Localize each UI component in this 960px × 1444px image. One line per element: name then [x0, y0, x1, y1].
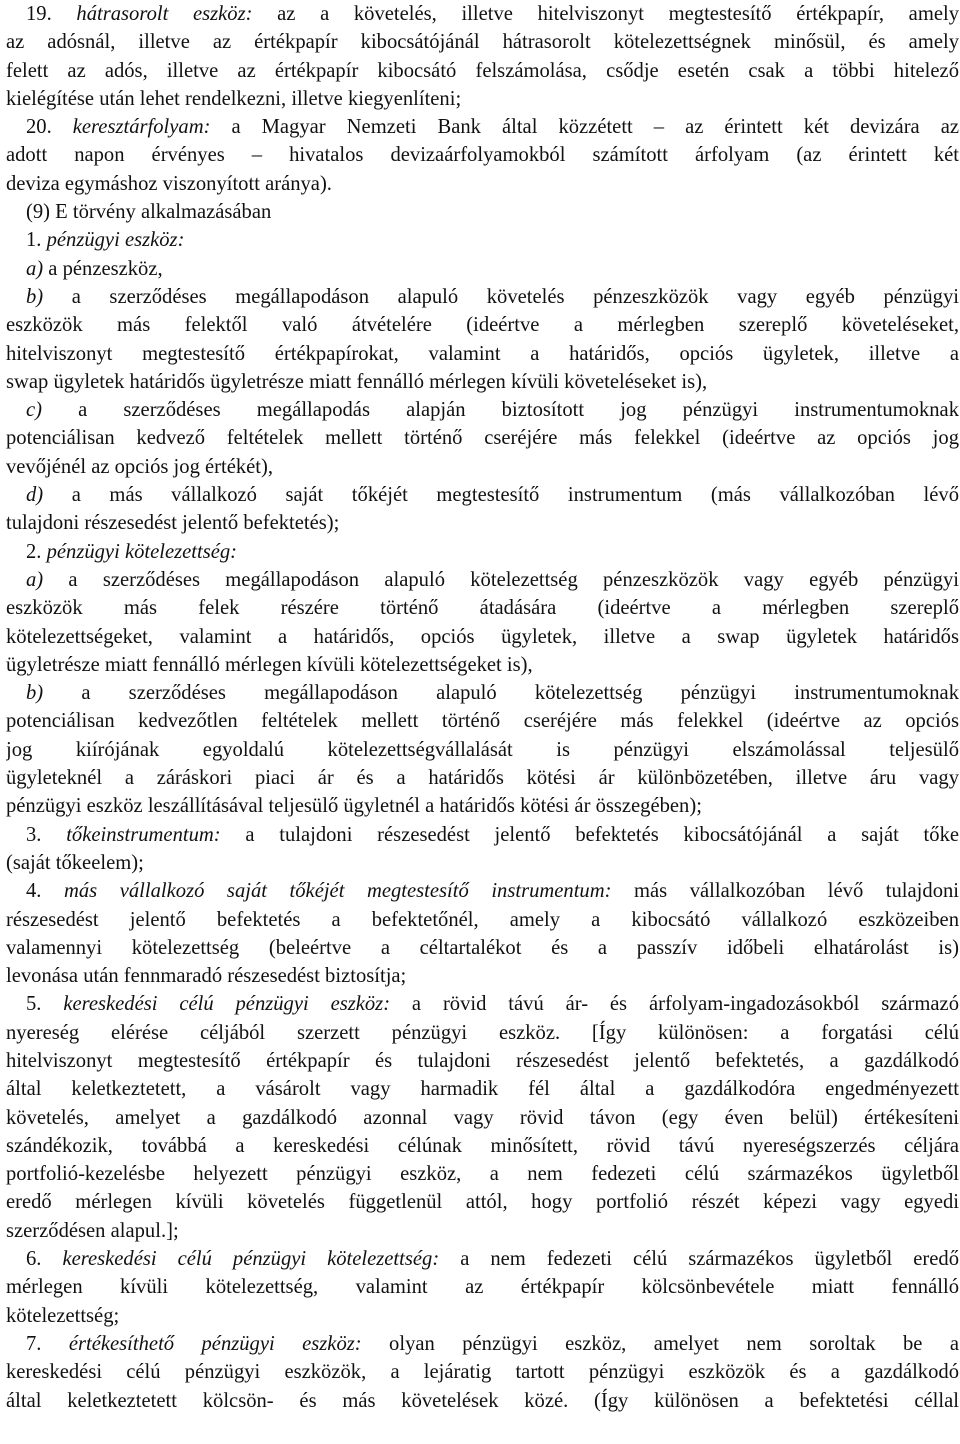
text-line: eszközök más felek részére történő átadására (ideértve a mérlegben szereplő — [6, 597, 959, 620]
text-line: kötelezettségeket, valamint a határidős, opciós ügyletek, illetve a swap ügyletek határidős — [6, 625, 959, 648]
text-line: kötelezettség; — [6, 1304, 120, 1327]
item-3 — [6, 821, 959, 878]
item-1c — [6, 396, 959, 481]
text-line: a) a szerződéses megállapodáson alapuló kötelezettség pénzeszközök vagy egyéb pénzügyi — [26, 568, 959, 591]
text-line: levonása után fennmaradó részesedést biztosítja; — [6, 965, 407, 988]
text-line: deviza egymáshoz viszonyított aránya). — [6, 172, 332, 195]
text-line: által keletkeztetett kölcsön- és más követelések közé. (Így különösen a befektetési céllal — [6, 1389, 959, 1412]
section-heading-9 — [6, 198, 959, 226]
text-line: vevőjénél az opciós jog értékét), — [6, 455, 274, 478]
text-line: 5. kereskedési célú pénzügyi eszköz: a rövid távú ár- és árfolyam-ingadozásokból származó — [26, 993, 959, 1016]
text-line: kereskedési célú pénzügyi eszközök, a lejáratig tartott pénzügyi eszközök és a gazdálkodó — [6, 1361, 959, 1384]
text-line: által keletkeztetett, a vásárolt vagy harmadik fél által a gazdálkodóra engedményezett — [6, 1078, 959, 1101]
text-line: jog kiírójának egyoldalú kötelezettségvállalását is pénzügyi elszámolással teljesülő — [6, 738, 959, 761]
item-4 — [6, 877, 959, 990]
text-line: potenciálisan kedvező feltételek mellett történő cseréjére más felekkel (ideértve az opciós jog — [6, 427, 959, 450]
text-line: ügyletrésze miatt fennálló mérlegen kívüli kötelezettségeket is), — [6, 653, 533, 676]
item-2b — [6, 679, 959, 820]
text-line: b) a szerződéses megállapodáson alapuló követelés pénzeszközök vagy egyéb pénzügyi — [26, 285, 959, 308]
text-line: 1. pénzügyi eszköz: — [26, 229, 185, 252]
item-1d — [6, 481, 959, 538]
text-line: valamennyi kötelezettség (beleértve a céltartalékot és a passzív időbeli elhatárolást is) — [6, 936, 959, 959]
para-20 — [6, 113, 959, 198]
text-line: szerződésen alapul.]; — [6, 1219, 179, 1242]
item-2a — [6, 566, 959, 679]
text-line: hitelviszonyt megtestesítő értékpapír és tulajdoni részesedést jelentő befektetés, a gazdálkodó — [6, 1049, 959, 1072]
text-line: potenciálisan kedvezőtlen feltételek mellett történő cseréjére más felekkel (ideértve az opciós — [6, 710, 959, 733]
text-line: kielégítése után lehet rendelkezni, illetve kiegyenlíteni; — [6, 87, 462, 110]
item-1a — [6, 255, 959, 283]
text-line: az adósnál, illetve az értékpapír kibocsátójánál hátrasorolt kötelezettségnek minősül, és amely — [6, 31, 959, 54]
item-1 — [6, 226, 959, 254]
text-line: 6. kereskedési célú pénzügyi kötelezettség: a nem fedezeti célú származékos ügyletből eredő — [26, 1248, 959, 1271]
item-7 — [6, 1330, 959, 1415]
text-line: 3. tőkeinstrumentum: a tulajdoni részesedést jelentő befektetés kibocsátójánál a saját tőke — [26, 823, 959, 846]
text-line: ügyleteknél a záráskori piaci ár és a határidős kötési ár különbözetében, illetve áru vagy — [6, 767, 959, 790]
text-line: mérlegen kívüli kötelezettség, valamint az értékpapír kölcsönbevétele miatt fennálló — [6, 1276, 959, 1299]
text-line: 2. pénzügyi kötelezettség: — [26, 540, 238, 563]
text-line: követelés, amelyet a gazdálkodó azonnal vagy rövid távon (egy éven belül) értékesíteni — [6, 1106, 959, 1129]
text-line: swap ügyletek határidős ügyletrésze miatt fennálló mérlegen kívüli követeléseket is), — [6, 370, 708, 393]
text-line: pénzügyi eszköz leszállításával teljesülő ügyletnél a határidős kötési ár összegében); — [6, 795, 702, 818]
text-line: 7. értékesíthető pénzügyi eszköz: olyan pénzügyi eszköz, amelyet nem soroltak be a — [26, 1332, 959, 1355]
item-1b — [6, 283, 959, 396]
para-19 — [6, 0, 959, 113]
text-line: nyereség elérése céljából szerzett pénzügyi eszköz. [Így különösen: a forgatási célú — [6, 1021, 959, 1044]
text-line: a) a pénzeszköz, — [26, 257, 163, 280]
text-line: d) a más vállalkozó saját tőkéjét megtestesítő instrumentum (más vállalkozóban lévő — [26, 484, 959, 507]
text-line: eszközök más felektől való átvételére (ideértve a mérlegben szereplő követeléseket, — [6, 314, 959, 337]
text-line: részesedést jelentő befektetés a befektetőnél, amely a kibocsátó vállalkozó eszközeiben — [6, 908, 959, 931]
item-5 — [6, 990, 959, 1245]
text-line: szándékozik, továbbá a kereskedési célúnak minősített, rövid távú nyereségszerzés céljára — [6, 1134, 959, 1157]
text-line: 4. más vállalkozó saját tőkéjét megtestesítő instrumentum: más vállalkozóban lévő tulajdoni — [26, 880, 959, 903]
text-line: 20. keresztárfolyam: a Magyar Nemzeti Bank által közzétett – az érintett két devizára az — [26, 116, 959, 139]
item-2 — [6, 538, 959, 566]
text-line: adott napon érvényes – hivatalos devizaárfolyamokból számított árfolyam (az érintett két — [6, 144, 959, 167]
text-line: (saját tőkeelem); — [6, 851, 144, 874]
text-line: tulajdoni részesedést jelentő befektetés); — [6, 512, 340, 535]
text-line: 19. hátrasorolt eszköz: az a követelés, illetve hitelviszonyt megtestesítő értékpapír, amely — [26, 3, 959, 25]
text-line: felett az adós, illetve az értékpapír kibocsátó felszámolása, csődje esetén csak a többi hitelező — [6, 59, 959, 82]
text-line: (9) E törvény alkalmazásában — [26, 201, 272, 224]
text-line: portfolió-kezelésbe helyezett pénzügyi eszköz, a nem fedezeti célú származékos ügyletből — [6, 1163, 959, 1186]
text-line: eredő mérlegen kívüli követelés függetlenül attól, hogy portfolió részét képezi vagy egyedi — [6, 1191, 959, 1214]
item-6 — [6, 1245, 959, 1330]
text-line: hitelviszonyt megtestesítő értékpapírokat, valamint a határidős, opciós ügyletek, illetve a — [6, 342, 959, 365]
text-line: c) a szerződéses megállapodás alapján biztosított jog pénzügyi instrumentumoknak — [26, 399, 959, 422]
text-line: b) a szerződéses megállapodáson alapuló kötelezettség pénzügyi instrumentumoknak — [26, 682, 959, 705]
